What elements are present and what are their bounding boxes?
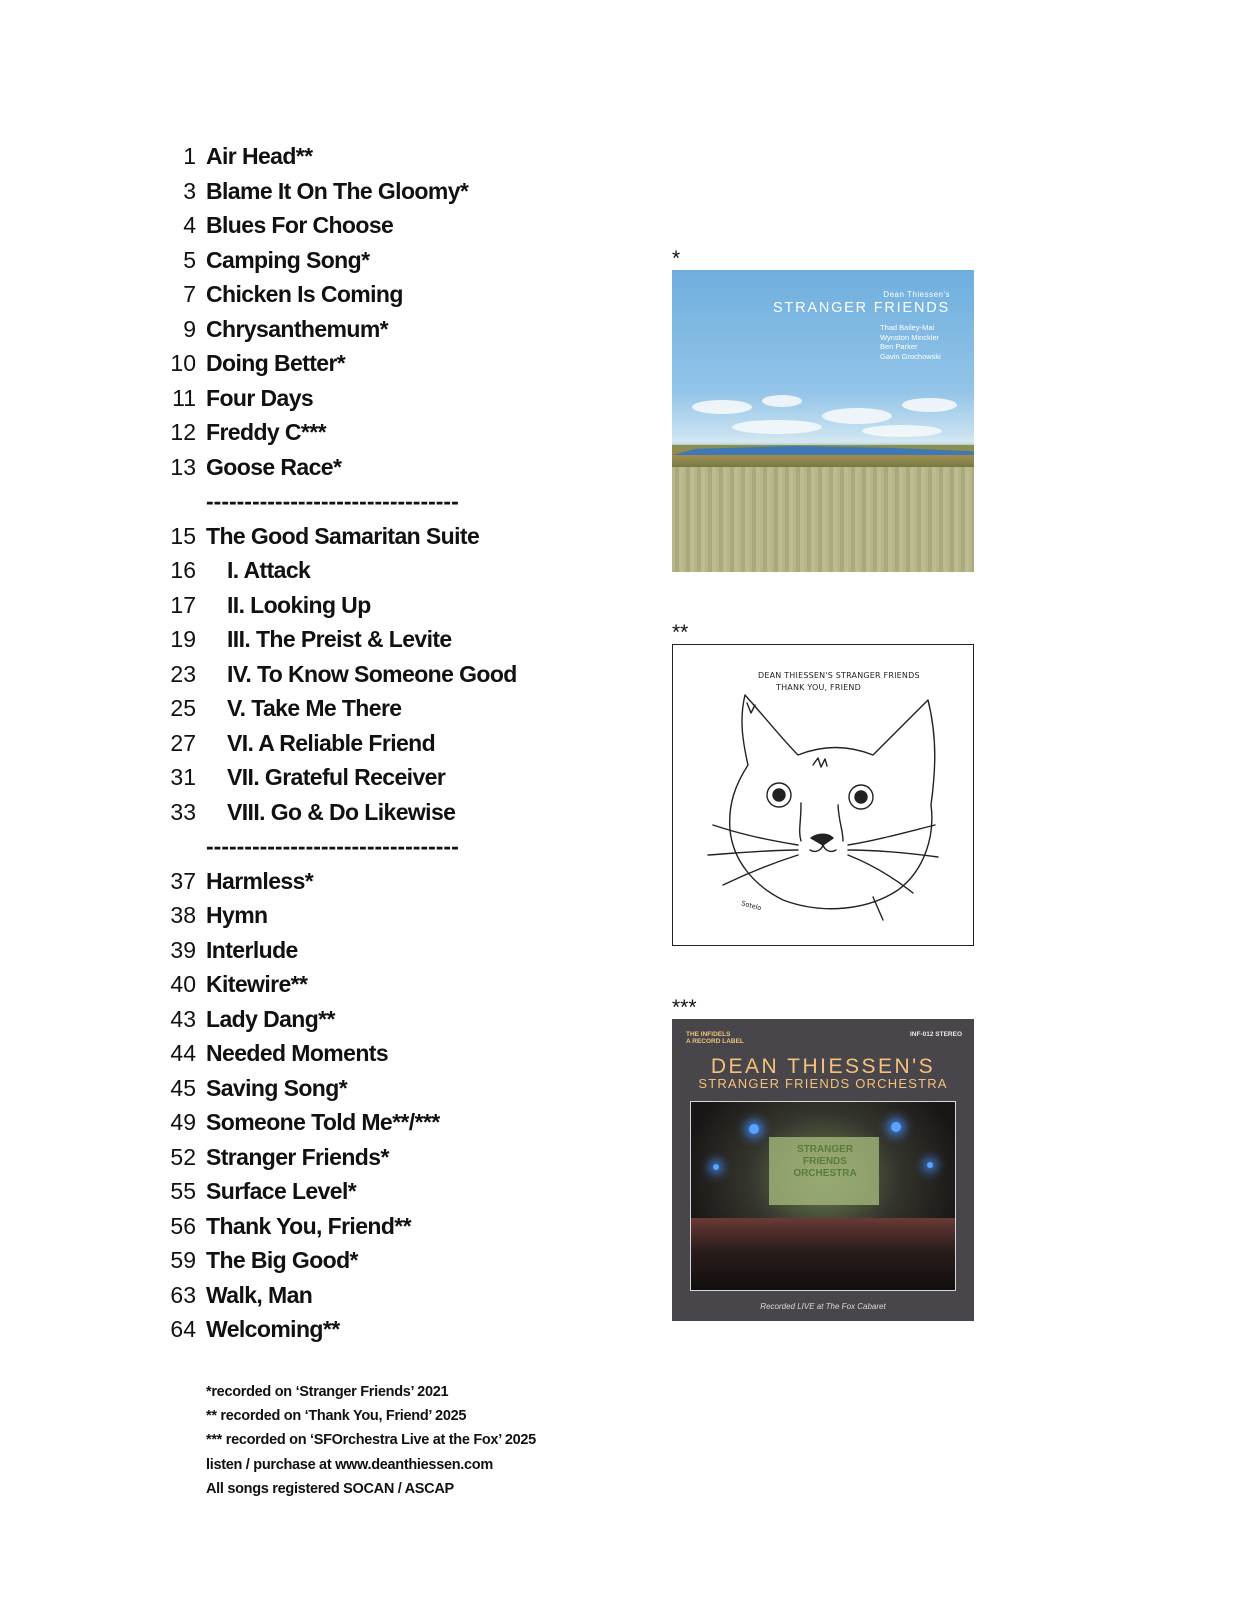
track-number: 10 [170,350,196,376]
track-number: 40 [170,971,196,997]
track-row [160,281,600,316]
track-number: 33 [170,798,196,825]
track-number: 49 [170,1109,196,1135]
track-row [160,178,600,213]
track-row [160,592,600,627]
cat-drawing-icon [673,645,974,946]
track-number: 25 [170,695,196,721]
track-row [160,1282,600,1317]
track-title: The Big Good* [206,1247,358,1273]
track-row [160,1006,600,1041]
track-title: Air Head** [206,143,313,169]
album-marker: * [672,247,681,270]
label-name: THE INFIDELS [686,1031,731,1038]
track-title: Camping Song* [206,246,370,273]
stage-screen-text: STRANGER FRIENDS ORCHESTRA [793,1144,857,1179]
album-thank-you-friend [672,622,974,946]
album-sforchestra-live [672,997,974,1321]
track-title: Saving Song* [206,1074,348,1101]
track-number: 3 [183,177,196,204]
track-number: 55 [170,1178,196,1204]
separator-line: --------------------------------- [206,488,459,514]
track-title: Kitewire** [206,971,308,997]
personnel-name: Wynston Minckler [880,332,940,342]
track-number: 56 [170,1212,196,1239]
album2-signature: Sotelo [740,899,763,913]
track-title: I. Attack [227,557,311,583]
track-row [160,419,600,454]
track-title: VIII. Go & Do Likewise [227,798,456,825]
album-cover-thank-you-friend [672,644,974,946]
track-title: III. The Preist & Levite [227,626,452,652]
personnel-name: Ben Parker [880,342,918,351]
section-separator [160,833,600,868]
track-title: Blame It On The Gloomy* [206,177,469,204]
track-number: 52 [170,1143,196,1170]
personnel-name: Thad Bailey-Mai [880,323,935,332]
track-list [160,143,600,1351]
track-row [160,1109,600,1144]
track-row [160,661,600,696]
label-logo [686,1031,744,1045]
track-title: Blues For Choose [206,212,394,238]
track-row [160,1178,600,1213]
track-title: Chrysanthemum* [206,315,389,342]
track-title: Interlude [206,936,298,963]
track-row [160,247,600,282]
footnote-website: listen / purchase at www.deanthiessen.com [206,1456,493,1473]
album3-title-line2: STRANGER FRIENDS ORCHESTRA [698,1076,948,1091]
track-title: Stranger Friends* [206,1143,389,1170]
personnel-name: Gavin Grochowski [880,351,941,361]
track-number: 38 [170,902,196,928]
track-title: Goose Race* [206,453,342,480]
track-row [160,454,600,489]
track-number: 1 [183,143,196,169]
track-row [160,1040,600,1075]
track-row [160,350,600,385]
album-marker: ** [672,621,689,644]
track-title: Four Days [206,384,314,411]
track-row [160,764,600,799]
track-title: Chicken Is Coming [206,281,403,307]
track-number: 4 [183,212,196,238]
track-row [160,937,600,972]
track-row [160,385,600,420]
album3-title-line1: DEAN THIESSEN'S [710,1055,936,1078]
track-title: Lady Dang** [206,1005,335,1032]
track-title: V. Take Me There [227,695,402,721]
track-title: Doing Better* [206,350,346,376]
track-row [160,626,600,661]
album-stranger-friends [672,248,974,572]
track-title: Harmless* [206,867,314,894]
track-row [160,902,600,937]
album2-handwritten-subtitle: THANK YOU, FRIEND [776,683,861,692]
catalog-number: INF-012 STEREO [909,1031,962,1038]
footnote-sforchestra: *** recorded on ‘SFOrchestra Live at the Fox’ 2025 [206,1432,536,1449]
track-number: 16 [170,557,196,583]
track-title: The Good Samaritan Suite [206,522,480,549]
album3-recording-note: Recorded LIVE at The Fox Cabaret [760,1302,886,1311]
track-number: 45 [170,1074,196,1101]
track-row [160,523,600,558]
track-title: VI. A Reliable Friend [227,729,436,756]
footnote-thank-you-friend: ** recorded on ‘Thank You, Friend’ 2025 [206,1408,467,1425]
track-number: 43 [170,1005,196,1032]
track-title: VII. Grateful Receiver [227,764,446,790]
track-number: 11 [172,384,196,411]
track-row [160,799,600,834]
track-row [160,1075,600,1110]
track-number: 39 [170,936,196,963]
track-title: Welcoming** [206,1316,340,1342]
track-number: 44 [170,1040,196,1066]
album1-artist: Dean Thiessen's [883,290,950,299]
track-number: 15 [170,522,196,549]
track-title: Needed Moments [206,1040,389,1066]
track-number: 63 [170,1281,196,1308]
concert-photo [690,1101,956,1291]
footnote-stranger-friends: *recorded on ‘Stranger Friends’ 2021 [206,1384,449,1400]
track-number: 59 [170,1247,196,1273]
track-row [160,1247,600,1282]
track-number: 12 [170,419,196,445]
track-number: 9 [183,315,196,342]
track-title: Freddy C*** [206,419,326,445]
footnotes [206,1380,536,1501]
track-title: Surface Level* [206,1178,357,1204]
label-tagline: A RECORD LABEL [686,1038,744,1045]
album-cover-stranger-friends [672,270,974,572]
track-row [160,971,600,1006]
separator-line: --------------------------------- [206,833,459,859]
track-row [160,868,600,903]
track-number: 17 [170,591,196,618]
track-row [160,316,600,351]
track-number: 31 [170,764,196,790]
track-row [160,1316,600,1351]
track-row [160,1213,600,1248]
section-separator [160,488,600,523]
track-row [160,730,600,765]
track-title: Hymn [206,902,268,928]
footnote-registration: All songs registered SOCAN / ASCAP [206,1480,454,1497]
track-number: 64 [170,1316,196,1342]
track-title: Someone Told Me**/*** [206,1109,440,1135]
track-number: 19 [170,626,196,652]
track-title: IV. To Know Someone Good [227,660,517,687]
album1-personnel [880,323,941,361]
track-row [160,557,600,592]
album-marker: *** [672,996,697,1019]
track-number: 27 [170,729,196,756]
track-row [160,695,600,730]
album-cover-sforchestra-live [672,1019,974,1321]
track-number: 37 [170,867,196,894]
track-row [160,1144,600,1179]
track-number: 13 [170,453,196,480]
track-title: II. Looking Up [227,591,371,618]
track-title: Walk, Man [206,1281,313,1308]
track-row [160,212,600,247]
track-number: 23 [170,660,196,687]
track-number: 5 [183,246,196,273]
track-title: Thank You, Friend** [206,1212,412,1239]
track-number: 7 [183,281,196,307]
album1-title: STRANGER FRIENDS [772,300,950,316]
track-row [160,143,600,178]
album2-handwritten-title: DEAN THIESSEN'S STRANGER FRIENDS [758,671,920,680]
